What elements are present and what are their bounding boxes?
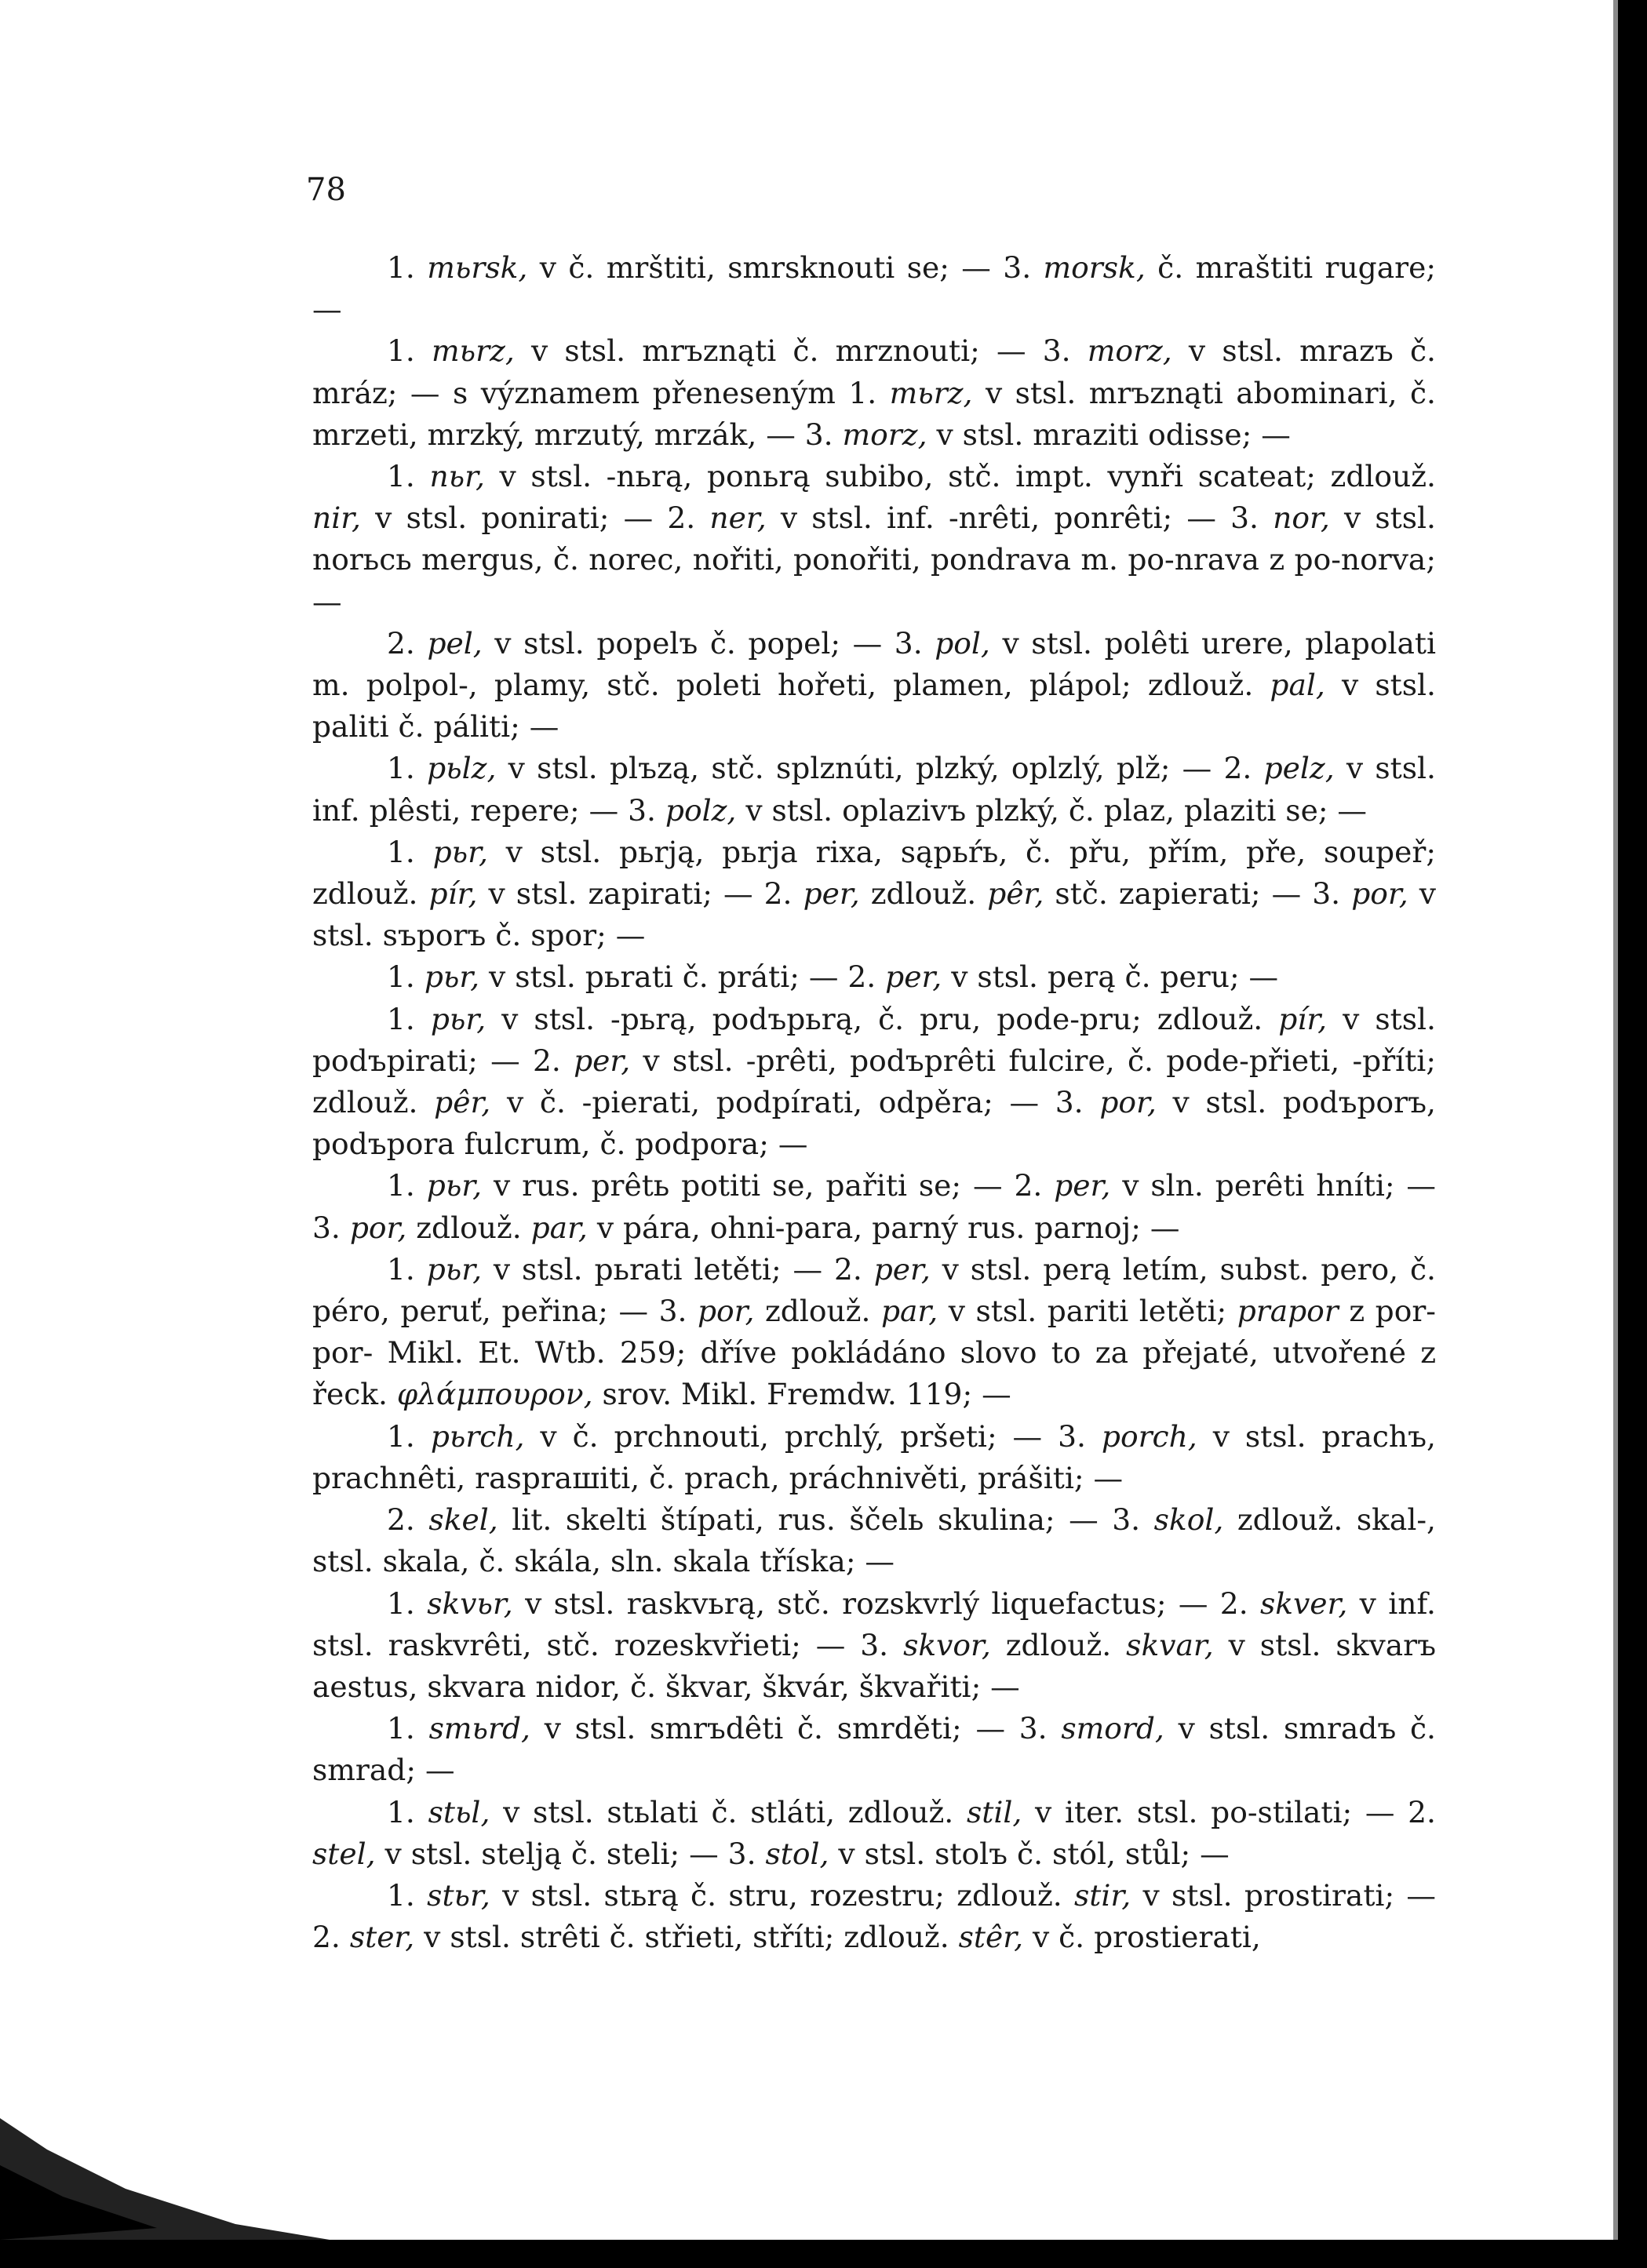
dictionary-paragraph (312, 1875, 1436, 1958)
paragraph-text: v stsl. plъzą, stč. splznúti, plzký, oplzlý, plž; — 2. (496, 751, 1264, 786)
italic-root-term: nir, (312, 501, 361, 536)
dictionary-paragraph (312, 247, 1436, 330)
paragraph-text: zdlouž. skal-, stsl. skala, č. skála, sln. skala tříska; — (312, 1502, 1436, 1579)
italic-root-term: skvar, (1126, 1627, 1214, 1662)
paragraph-text: v stsl. stьlati č. stláti, zdlouž. (490, 1794, 967, 1829)
paragraph-text: 1. (387, 459, 430, 494)
dictionary-paragraph (312, 748, 1436, 831)
paragraph-text: v stsl. inf. plêsti, repere; — 3. (312, 751, 1436, 828)
italic-root-term: skvьr, (427, 1585, 513, 1621)
italic-root-term: mьrz, (432, 333, 515, 369)
paragraph-text: 1. (387, 751, 428, 786)
paragraph-text: v rus. prêtь potiti se, pařiti se; — 2. (482, 1168, 1055, 1203)
paragraph-text: v stsl. strêti č. střieti, stříti; zdlouž. (414, 1920, 959, 1955)
italic-root-term: skel, (428, 1502, 498, 1538)
italic-root-term: per, (885, 959, 942, 995)
dictionary-paragraph (312, 956, 1436, 998)
paragraph-text: v č. prostierati, (1023, 1920, 1261, 1955)
bottom-left-scan-corner (0, 2118, 330, 2240)
paragraph-text: v stsl. oplazivъ plzký, č. plaz, plaziti se; — (736, 792, 1368, 828)
paragraph-text: v stsl. mrъznąti č. mrznouti; — 3. (514, 333, 1088, 369)
paragraph-text: č. mraštiti rugare; — (312, 250, 1436, 327)
italic-root-term: smьrd, (428, 1711, 530, 1746)
dictionary-paragraph (312, 1708, 1436, 1791)
italic-root-term: pír, (1278, 1001, 1328, 1036)
bottom-left-scan-corner-dark (0, 2165, 157, 2240)
paragraph-text: v stsl. -prêti, podъprêti fulcire, č. pode-přieti, -příti; zdlouž. (312, 1043, 1436, 1120)
paragraph-text: v stsl. norьcь mergus, č. norec, nořiti, ponořiti, pondrava m. po-nrava z po-norva; — (312, 501, 1436, 619)
bottom-scan-edge (0, 2240, 1647, 2268)
italic-root-term: pьr, (430, 1001, 486, 1036)
dictionary-paragraph (312, 456, 1436, 623)
dictionary-paragraph (312, 1499, 1436, 1582)
italic-root-term: mьrz, (889, 375, 973, 410)
paragraph-text: z por-por- Mikl. Et. Wtb. 259; dříve pokládáno slovo to za přejaté, utvořené z řeck. (312, 1294, 1436, 1412)
italic-root-term: ner, (709, 501, 767, 536)
paragraph-text: v stsl. smradъ č. smrad; — (312, 1711, 1436, 1788)
paragraph-text: v stsl. podъpirati; — 2. (312, 1001, 1436, 1078)
paragraph-text: 1. (387, 250, 428, 285)
paragraph-text: v stsl. podъporъ, podъpora fulcrum, č. podpora; — (312, 1085, 1436, 1162)
italic-root-term: pьr, (432, 834, 488, 869)
italic-root-term: skvor, (903, 1627, 991, 1662)
italic-root-term: skol, (1153, 1502, 1224, 1538)
paragraph-text: 1. (387, 1794, 428, 1829)
paragraph-text: v stsl. ponirati; — 2. (361, 501, 710, 536)
paragraph-text: v stsl. pariti letěti; (938, 1294, 1237, 1329)
right-scan-edge-shadow (1613, 0, 1618, 2268)
paragraph-text: 2. (387, 625, 428, 661)
italic-root-term: par, (530, 1210, 588, 1245)
paragraph-text: v stsl. prostirati; — 2. (312, 1877, 1436, 1955)
paragraph-text: stč. zapierati; — 3. (1044, 876, 1352, 912)
paragraph-text: 1. (387, 333, 432, 369)
dictionary-paragraph (312, 1416, 1436, 1499)
page-number: 78 (306, 172, 346, 208)
italic-root-term: morz, (1087, 333, 1172, 369)
paragraph-text: v stsl. pьrati letěti; — 2. (482, 1251, 874, 1287)
italic-root-term: pьrch, (430, 1418, 525, 1454)
italic-root-term: porch, (1101, 1418, 1197, 1454)
paragraph-text: v stsl. smrъdêti č. smrděti; — 3. (530, 1711, 1062, 1746)
italic-root-term: pelz, (1263, 751, 1335, 786)
italic-root-term: pьr, (426, 1251, 483, 1287)
paragraph-text: v stsl. stelją č. steli; — 3. (375, 1836, 766, 1871)
paragraph-text: v stsl. -pьrą, podъpьrą, č. pru, pode-pru; zdlouž. (486, 1001, 1279, 1036)
dictionary-paragraph (312, 623, 1436, 748)
paragraph-text: 1. (387, 1418, 431, 1454)
paragraph-text: v stsl. -nьrą, ponьrą subibo, stč. impt. vynři scateat; zdlouž. (484, 459, 1436, 494)
italic-root-term: stêr, (958, 1920, 1024, 1955)
dictionary-paragraph (312, 832, 1436, 957)
paragraph-text: v č. prchnouti, prchlý, pršeti; — 3. (524, 1418, 1102, 1454)
paragraph-text: 1. (387, 1877, 428, 1913)
paragraph-text: v stsl. mrazъ č. mráz; — s významem přeneseným 1. (312, 333, 1436, 410)
paragraph-text: v stsl. perą č. peru; — (942, 959, 1279, 995)
paragraph-text: v stsl. prachъ, prachnêti, raspraшiti, č. prach, práchnivěti, prášiti; — (312, 1418, 1436, 1495)
italic-root-term: per, (1054, 1168, 1111, 1203)
italic-root-term: pol, (935, 625, 990, 661)
right-scan-edge (1618, 0, 1647, 2268)
paragraph-text: v inf. stsl. raskvrêti, stč. rozeskvřieti; — 3. (312, 1585, 1436, 1662)
italic-root-term: pel, (427, 625, 483, 661)
dictionary-paragraph (312, 999, 1436, 1166)
paragraph-text: 1. (387, 834, 433, 869)
paragraph-text: 1. (387, 1168, 427, 1203)
paragraph-text: v stsl. sъporъ č. spor; — (312, 876, 1436, 953)
italic-root-term: pêr, (987, 876, 1044, 912)
italic-root-term: φλάμπουρον, (396, 1377, 593, 1412)
italic-root-term: nor, (1273, 501, 1330, 536)
italic-root-term: morsk, (1043, 250, 1146, 285)
italic-root-term: par, (880, 1294, 938, 1329)
italic-root-term: pal, (1270, 668, 1325, 703)
paragraph-text: v pára, ohni-para, parný rus. parnoj; — (587, 1210, 1180, 1245)
paragraph-text: 2. (387, 1502, 429, 1538)
paragraph-text: 1. (387, 1711, 429, 1746)
italic-root-term: morz, (842, 417, 927, 452)
paragraph-text: zdlouž. (754, 1294, 881, 1329)
paragraph-text: v iter. stsl. po-stilati; — 2. (1022, 1794, 1436, 1829)
paragraph-text: v stsl. inf. -nrêti, ponrêti; — 3. (766, 501, 1274, 536)
paragraph-text: v stsl. stolъ č. stól, stůl; — (829, 1836, 1230, 1871)
italic-root-term: per, (873, 1251, 931, 1287)
paragraph-text: v stsl. mrъznąti abominari, č. mrzeti, mrzký, mrzutý, mrzák, — 3. (312, 375, 1437, 452)
paragraph-text: 1. (387, 1585, 428, 1621)
italic-root-term: nьr, (429, 459, 485, 494)
italic-root-term: smord, (1061, 1711, 1164, 1746)
paragraph-text: zdlouž. (859, 876, 988, 912)
paragraph-text: 1. (387, 1001, 431, 1036)
italic-root-term: pêr, (434, 1085, 491, 1120)
paragraph-text: v stsl. zapirati; — 2. (477, 876, 803, 912)
paragraph-text: v sln. perêti hníti; — 3. (312, 1168, 1436, 1245)
paragraph-text: srov. Mikl. Fremdw. 119; — (592, 1377, 1011, 1412)
paragraph-text: v č. -pierati, podpírati, odpěra; — 3. (490, 1085, 1100, 1120)
italic-root-term: stьl, (428, 1794, 490, 1829)
italic-root-term: stol, (765, 1836, 829, 1871)
paragraph-text: v stsl. skvarъ aestus, skvara nidor, č. škvar, škvár, škvařiti; — (312, 1627, 1436, 1704)
italic-root-term: stir, (1073, 1877, 1131, 1913)
paragraph-text: v stsl. paliti č. páliti; — (312, 668, 1436, 744)
italic-root-term: stel, (312, 1836, 376, 1871)
paragraph-text: v stsl. mraziti odisse; — (927, 417, 1291, 452)
italic-root-term: skver, (1260, 1585, 1348, 1621)
italic-root-term: ster, (349, 1920, 415, 1955)
italic-root-term: pьlz, (427, 751, 497, 786)
paragraph-text: v stsl. pьrją, pьrja rixa, sąpьŕь, č. přu, přím, pře, soupeř; zdlouž. (312, 834, 1436, 912)
paragraph-text: zdlouž. (406, 1210, 531, 1245)
paragraph-text: v stsl. popelъ č. popel; — 3. (482, 625, 935, 661)
dictionary-paragraph (312, 1792, 1436, 1875)
italic-root-term: por, (697, 1294, 755, 1329)
italic-root-term: stьr, (427, 1877, 490, 1913)
text-body (312, 247, 1436, 1958)
paragraph-text: v stsl. perą letím, subst. pero, č. péro, peruť, peřina; — 3. (312, 1251, 1436, 1329)
italic-root-term: stil, (966, 1794, 1022, 1829)
paragraph-text: v č. mrštiti, smrsknouti se; — 3. (527, 250, 1044, 285)
italic-root-term: pьr, (426, 1168, 483, 1203)
paragraph-text: lit. skelti štípati, rus. ščelь skulina; — 3. (497, 1502, 1154, 1538)
italic-root-term: mьrsk, (427, 250, 528, 285)
dictionary-paragraph (312, 330, 1436, 456)
dictionary-paragraph (312, 1165, 1436, 1248)
dictionary-paragraph (312, 1583, 1436, 1709)
italic-root-term: polz, (665, 792, 737, 828)
italic-root-term: pьr, (424, 959, 480, 995)
paragraph-text: zdlouž. (990, 1627, 1127, 1662)
italic-root-term: prapor (1237, 1294, 1339, 1329)
paragraph-text: v stsl. pьrati č. práti; — 2. (479, 959, 886, 995)
paragraph-text: v stsl. polêti urere, plapolati m. polpol-, plamy, stč. poleti hořeti, plamen, plápol; zdlouž. (312, 625, 1436, 703)
dictionary-paragraph (312, 1249, 1436, 1416)
italic-root-term: por, (1099, 1085, 1157, 1120)
italic-root-term: por, (349, 1210, 407, 1245)
paragraph-text: 1. (387, 959, 425, 995)
italic-root-term: per, (574, 1043, 631, 1078)
paragraph-text: v stsl. raskvьrą, stč. rozskvrlý liquefactus; — 2. (512, 1585, 1261, 1621)
italic-root-term: pír, (428, 876, 478, 912)
italic-root-term: per, (803, 876, 860, 912)
paragraph-text: v stsl. stьrą č. stru, rozestru; zdlouž. (490, 1877, 1074, 1913)
paragraph-text: 1. (387, 1251, 427, 1287)
italic-root-term: por, (1351, 876, 1408, 912)
